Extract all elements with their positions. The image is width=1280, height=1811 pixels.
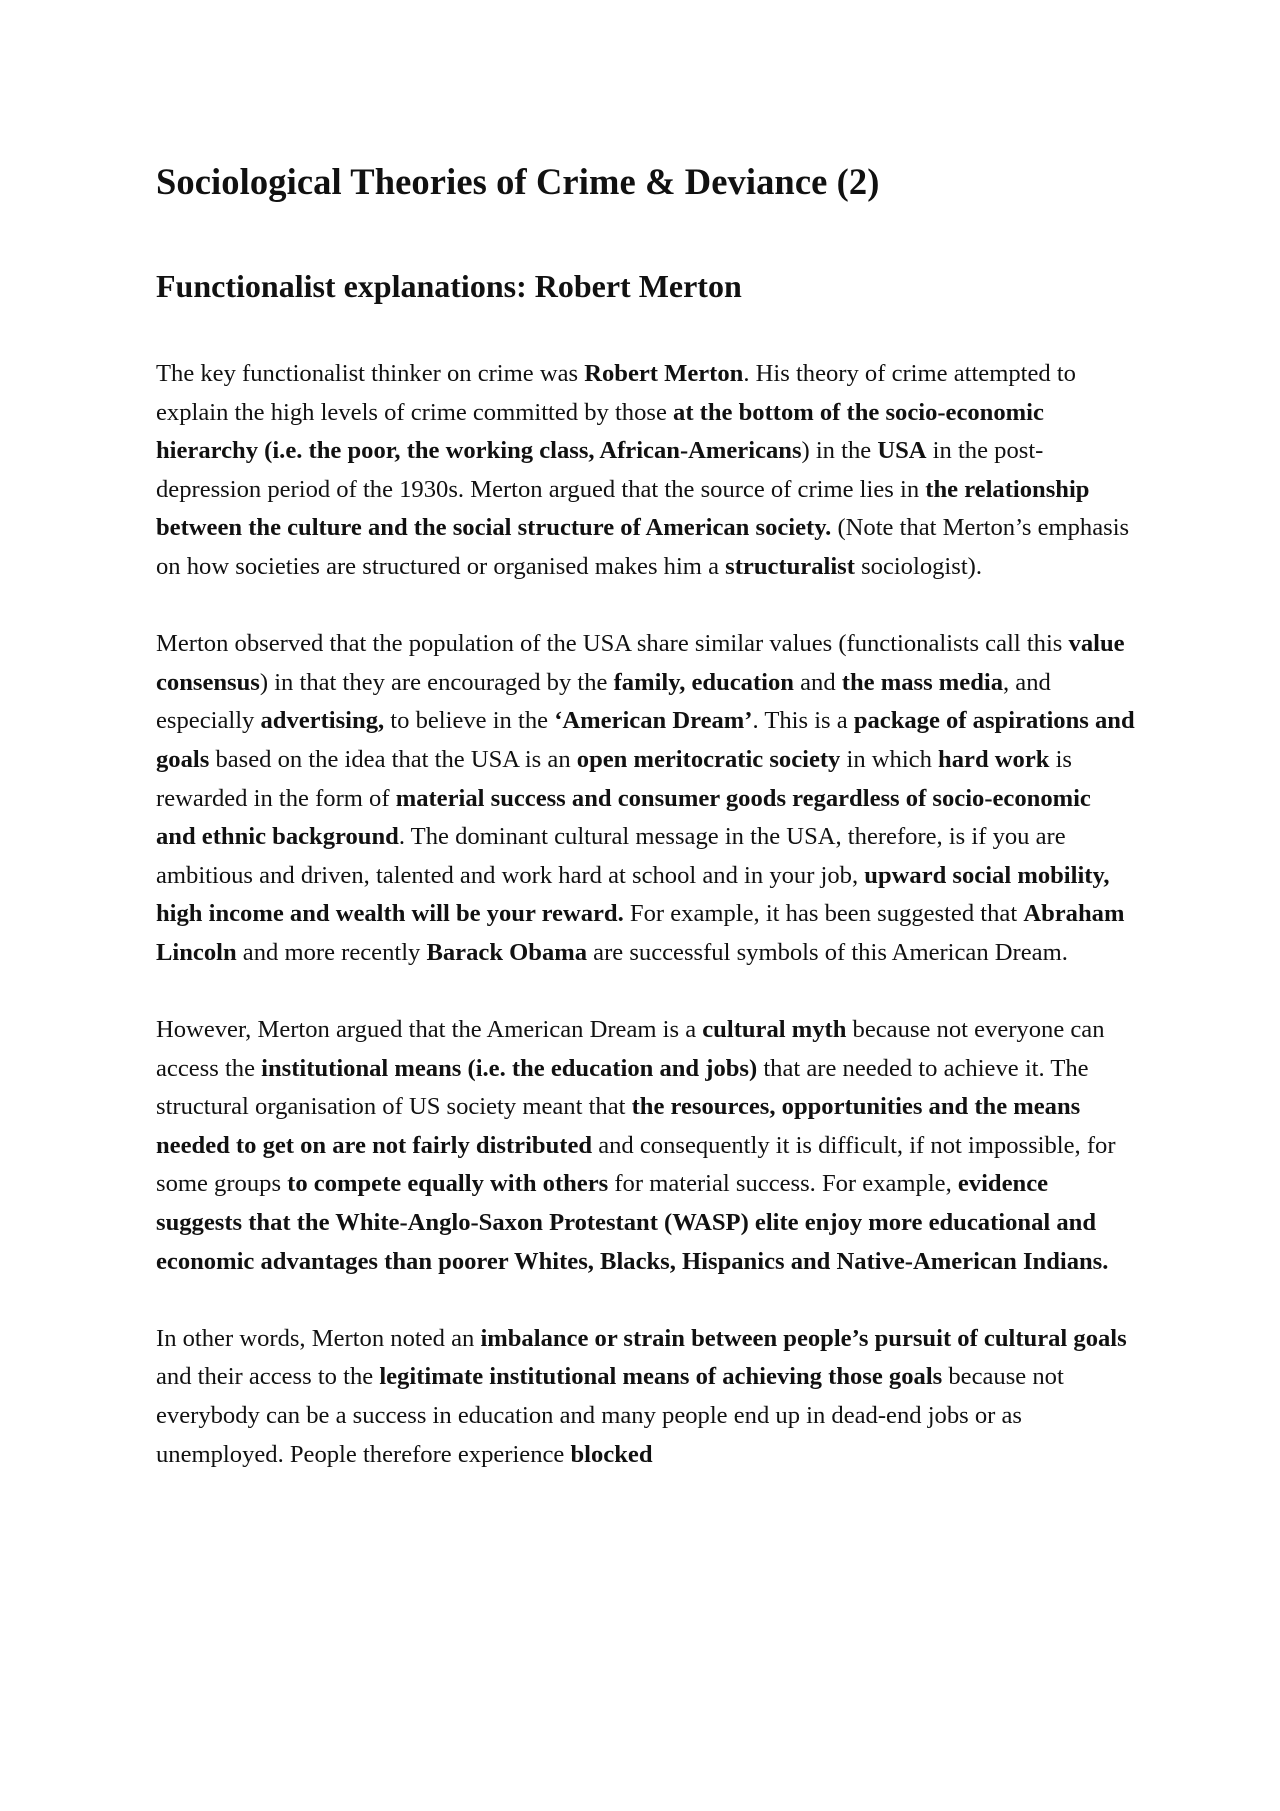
text-run: to believe in the [384,707,555,735]
text-run: However, Merton argued that the American Dream is a [156,1016,703,1044]
paragraph-3 [156,1011,1136,1281]
document-title: Sociological Theories of Crime & Deviance (2) [156,161,880,202]
section-heading: Functionalist explanations: Robert Merton [156,268,742,304]
text-run: and [793,668,842,696]
bold-text-run: open meritocratic society [576,745,841,773]
bold-text-run: the resources, opportunities and the means needed to get on are not fairly distributed [156,1093,1081,1159]
text-run: Merton observed that the population of the USA share similar values (functionalists call this [156,630,1069,658]
bold-text-run: advertising, [260,707,385,735]
document-body [156,355,1136,1474]
text-run: for material success. For example, [608,1170,958,1198]
bold-text-run: USA [877,437,927,465]
text-run: and consequently it is difficult, if not impossible, for some groups [156,1131,1116,1198]
text-run: . This is a [752,707,854,735]
text-run: based on the idea that the USA is an [209,745,577,773]
bold-text-run: Robert Merton [584,360,744,387]
text-run: is rewarded in the form of [156,745,1072,812]
bold-text-run: Abraham Lincoln [156,900,1125,966]
bold-text-run: legitimate institutional means of achieving those goals [379,1363,943,1391]
bold-text-run: Barack Obama [426,938,588,966]
bold-text-run: package of aspirations and goals [156,707,1135,773]
text-run: . The dominant cultural message in the USA, therefore, is if you are ambitious and driven, talented and work hard at school and in your job, [156,823,1066,889]
text-run: and more recently [236,938,427,966]
bold-text-run: the mass media [841,668,1003,696]
bold-text-run: blocked [570,1440,653,1468]
text-run: in the post-depression period of the 1930s. Merton argued that the source of crime lies in [156,437,1044,503]
text-run: . His theory of crime attempted to explain the high levels of crime committed by those [156,360,1076,426]
paragraph-2 [156,625,1136,972]
text-run: (Note that Merton’s emphasis on how societies are structured or organised makes him a [156,514,1130,580]
bold-text-run: at the bottom of the socio-economic hierarchy (i.e. the poor, the working class, African-Americans [156,398,1044,465]
text-run: in which [840,745,939,773]
bold-text-run: structuralist [725,552,855,580]
bold-text-run: evidence suggests that the White-Anglo-Saxon Protestant (WASP) elite enjoy more educational and economic advantages than poorer Whites, Blacks, Hispanics and Native-American Indians. [156,1170,1109,1275]
bold-text-run: cultural myth [702,1016,847,1044]
paragraph-1 [156,355,1136,587]
bold-text-run: value consensus [156,630,1125,696]
bold-text-run: ‘American Dream’ [554,707,753,735]
text-run: are successful symbols of this American Dream. [587,938,1068,966]
text-run: , and especially [156,668,1051,735]
bold-text-run: hard work [938,745,1050,773]
paragraph-4 [156,1320,1136,1474]
bold-text-run: institutional means (i.e. the education and jobs) [261,1054,758,1082]
bold-text-run: upward social mobility, high income and wealth will be your reward. [156,861,1110,928]
bold-text-run: family, education [613,668,794,696]
bold-text-run: the relationship between the culture and the social structure of American society. [156,475,1090,542]
text-run: because not everybody can be a success in education and many people end up in dead-end jobs or as unemployed. People therefore experience [156,1363,1064,1468]
bold-text-run: material success and consumer goods regardless of socio-economic and ethnic background [156,784,1091,851]
text-run: ) in the [801,437,878,465]
text-run: ) in that they are encouraged by the [259,668,614,696]
text-run: because not everyone can access the [156,1016,1105,1082]
text-run: In other words, Merton noted an [156,1324,481,1352]
text-run: and their access to the [156,1363,380,1391]
bold-text-run: to compete equally with others [287,1170,609,1198]
text-run: that are needed to achieve it. The structural organisation of US society meant that [156,1054,1089,1121]
text-run: The key functionalist thinker on crime was [156,360,585,387]
bold-text-run: imbalance or strain between people’s pursuit of cultural goals [480,1324,1127,1352]
text-run: For example, it has been suggested that [623,900,1024,928]
text-run: sociologist). [854,552,982,580]
document-page [156,158,1136,1474]
